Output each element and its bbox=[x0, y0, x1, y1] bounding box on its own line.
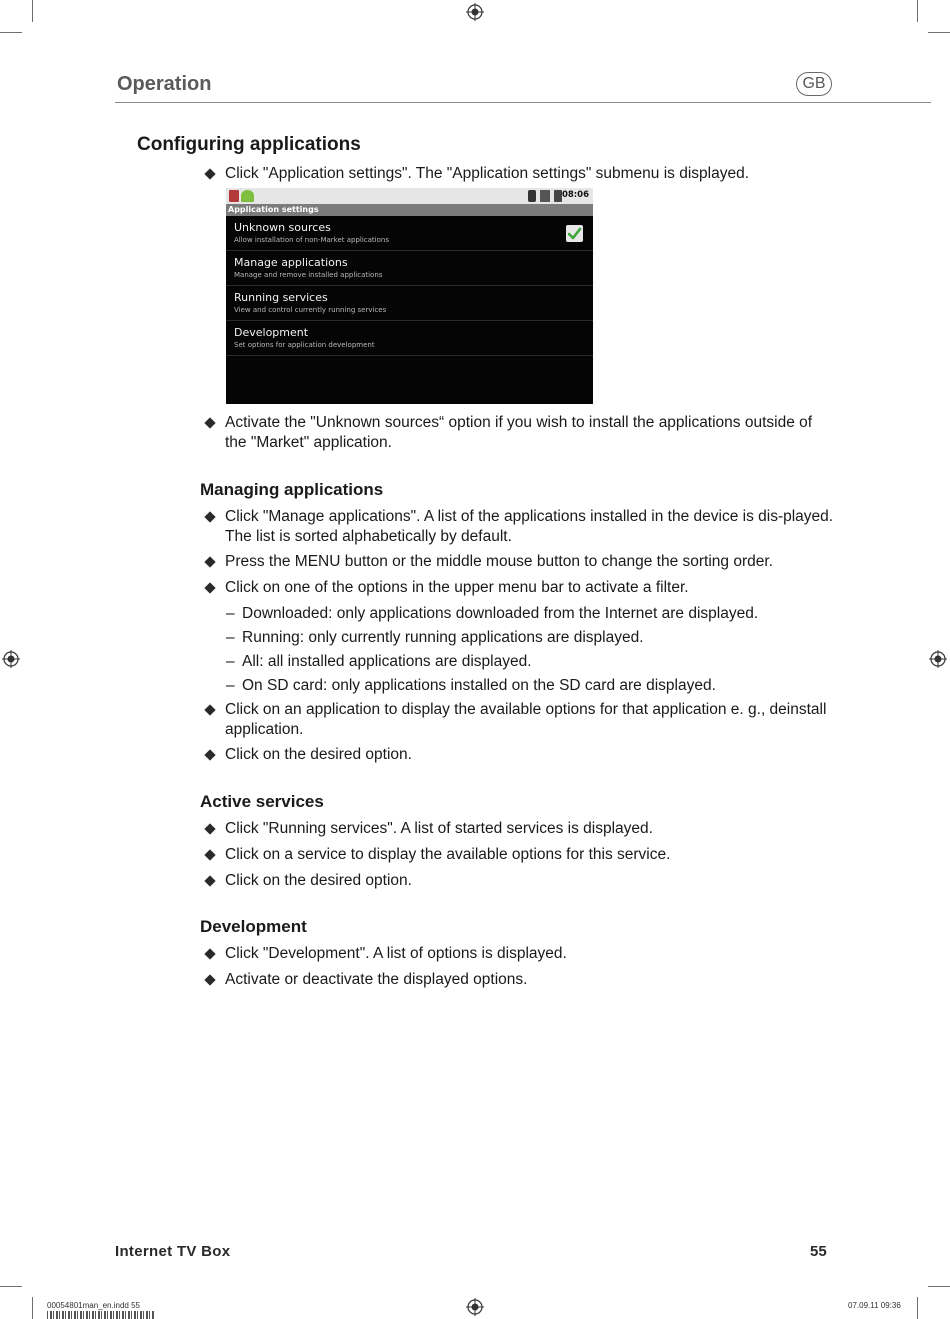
setting-row-unknown-sources[interactable]: Unknown sources Allow installation of non-Market applications bbox=[226, 216, 593, 251]
language-badge: GB bbox=[796, 72, 832, 96]
sub-list-item: – Downloaded: only applications downloaded from the Internet are displayed. bbox=[226, 605, 759, 622]
section-heading-development: Development bbox=[200, 917, 307, 936]
section-heading-active-services: Active services bbox=[200, 792, 324, 811]
list-item: Click "Application settings". The "Application settings" submenu is displayed. bbox=[206, 164, 836, 184]
bluetooth-icon bbox=[528, 190, 536, 202]
registration-mark-icon bbox=[2, 650, 20, 668]
screen-title: Application settings bbox=[228, 205, 319, 214]
battery-icon bbox=[554, 190, 562, 202]
keyboard-icon bbox=[229, 190, 239, 202]
sub-list-item: – Running: only currently running applications are displayed. bbox=[226, 629, 644, 646]
crop-mark bbox=[0, 1286, 22, 1287]
list-item: Activate the "Unknown sources“ option if you wish to install the applications outside of the "Market" application. bbox=[206, 413, 836, 453]
network-icon bbox=[540, 190, 550, 202]
print-slug-file: 00054801man_en.indd 55 bbox=[47, 1301, 140, 1310]
sub-list-item: – All: all installed applications are displayed. bbox=[226, 653, 532, 670]
crop-mark bbox=[928, 32, 950, 33]
android-icon bbox=[241, 190, 254, 202]
footer-product-name: Internet TV Box bbox=[115, 1243, 231, 1260]
status-bar bbox=[226, 188, 593, 204]
setting-row-development[interactable]: Development Set options for application development bbox=[226, 321, 593, 356]
list-item: Click on the desired option. bbox=[206, 871, 836, 891]
list-item: Click "Running services". A list of started services is displayed. bbox=[206, 819, 836, 839]
screen-title-bar bbox=[226, 204, 593, 216]
status-time: 08:06 bbox=[561, 190, 589, 200]
dash-bullet-icon: – bbox=[226, 605, 235, 622]
sub-list-item: – On SD card: only applications installed on the SD card are displayed. bbox=[226, 677, 716, 694]
print-slug-date: 07.09.11 09:36 bbox=[848, 1301, 901, 1310]
dash-bullet-icon: – bbox=[226, 677, 235, 694]
list-item: Click on the desired option. bbox=[206, 745, 836, 765]
section-heading-managing: Managing applications bbox=[200, 480, 384, 499]
list-item: Activate or deactivate the displayed options. bbox=[206, 970, 836, 990]
dash-bullet-icon: – bbox=[226, 629, 235, 646]
registration-mark-icon bbox=[466, 1298, 484, 1316]
crop-mark bbox=[0, 32, 22, 33]
registration-mark-icon bbox=[466, 3, 484, 21]
registration-mark-icon bbox=[929, 650, 947, 668]
crop-mark bbox=[32, 1297, 33, 1319]
list-item: Click on one of the options in the upper menu bar to activate a filter. bbox=[206, 578, 836, 598]
app-settings-screenshot bbox=[226, 188, 593, 404]
page-header-title: Operation bbox=[117, 73, 212, 95]
header-divider bbox=[115, 102, 931, 103]
crop-mark bbox=[917, 1297, 918, 1319]
setting-row-running-services[interactable]: Running services View and control currently running services bbox=[226, 286, 593, 321]
barcode-icon bbox=[47, 1311, 155, 1319]
page-number: 55 bbox=[810, 1243, 827, 1260]
crop-mark bbox=[928, 1286, 950, 1287]
crop-mark bbox=[917, 0, 918, 22]
dash-bullet-icon: – bbox=[226, 653, 235, 670]
list-item: Click on an application to display the available options for that application e. g., deinstall application. bbox=[206, 700, 836, 740]
crop-mark bbox=[32, 0, 33, 22]
list-item: Click on a service to display the available options for this service. bbox=[206, 845, 836, 865]
checkbox-checked-icon[interactable] bbox=[566, 225, 583, 242]
list-item: Click "Manage applications". A list of the applications installed in the device is dis-played. The list is sorted alphabetically by default. bbox=[206, 507, 836, 547]
section-heading-configuring: Configuring applications bbox=[137, 134, 361, 155]
list-item: Click "Development". A list of options is displayed. bbox=[206, 944, 836, 964]
list-item: Press the MENU button or the middle mouse button to change the sorting order. bbox=[206, 552, 836, 572]
setting-row-manage-applications[interactable]: Manage applications Manage and remove installed applications bbox=[226, 251, 593, 286]
